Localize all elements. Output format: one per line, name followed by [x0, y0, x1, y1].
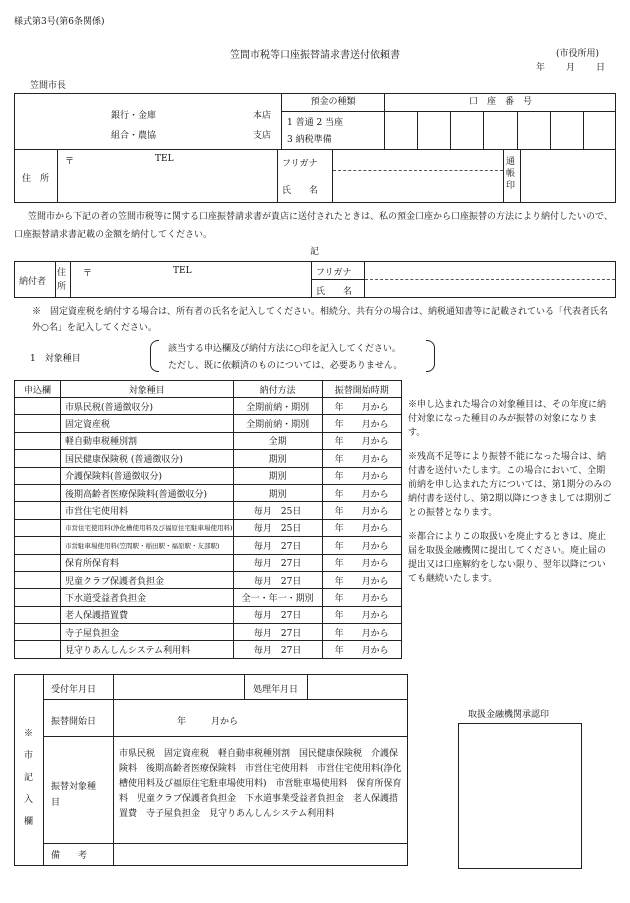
- apply-cell[interactable]: [15, 398, 61, 415]
- start-year: 年: [334, 454, 344, 465]
- payer-label: 納付者: [19, 277, 47, 287]
- apply-cell[interactable]: [15, 484, 61, 501]
- start-time[interactable]: [322, 589, 401, 606]
- target-text: 市県民税 固定資産税 軽自動車税種別割 国民健康保険税 介護保険料 後期高齢者医療保険料 市営住宅使用料 市営住宅使用料(浄化槽使用料及び福原住宅駐車場使用料) 市営駐車場使用料 保育所保育料 児童クラブ保護者負担金 下水道事業受益者負担金 老人保護措置費 寺子屋負担金 見守りあんしんシステム利用料: [119, 749, 402, 819]
- date-month: 月: [566, 63, 576, 73]
- start-time[interactable]: [322, 415, 401, 432]
- bank-label: 銀行・金庫: [111, 111, 157, 121]
- passbook-seal-box[interactable]: [521, 150, 616, 202]
- start-month: 月から: [361, 507, 389, 518]
- start-time[interactable]: [322, 450, 401, 467]
- start-month: 月から: [361, 541, 389, 552]
- apply-cell[interactable]: [15, 432, 61, 449]
- start-year: 年: [334, 541, 344, 552]
- start-time[interactable]: [322, 641, 401, 658]
- col-item: 対象種目: [61, 381, 234, 398]
- payment-method[interactable]: 毎月 27日: [233, 537, 322, 554]
- payment-method[interactable]: 毎月 27日: [233, 624, 322, 641]
- payer-furigana-label: フリガナ: [316, 268, 352, 278]
- remarks-input[interactable]: [114, 844, 407, 865]
- item-name: 市営住宅使用料(浄化槽使用料及び福原住宅駐車場使用料): [61, 519, 234, 536]
- start-year: 年: [334, 472, 344, 483]
- start-time[interactable]: [322, 467, 401, 484]
- apply-cell[interactable]: [15, 571, 61, 588]
- table-row: [15, 624, 402, 641]
- ki-label: 記: [310, 247, 320, 257]
- start-month: 月から: [361, 420, 389, 431]
- start-month: 月から: [361, 611, 389, 622]
- payer-tel: TEL: [173, 266, 192, 276]
- address-label: 住 所: [22, 174, 50, 184]
- start-time[interactable]: [322, 537, 401, 554]
- apply-cell[interactable]: [15, 519, 61, 536]
- account-number-cells[interactable]: [385, 112, 616, 150]
- start-time[interactable]: [322, 398, 401, 415]
- start-time[interactable]: [322, 554, 401, 571]
- table-row: [15, 537, 402, 554]
- payment-method[interactable]: 毎月 27日: [233, 606, 322, 623]
- item-name: 国民健康保険税 (普通徴収分): [61, 450, 234, 467]
- note-1: ※申し込まれた場合の対象種目は、その年度に納付対象になった種目のみが振替の対象になります。: [408, 400, 607, 438]
- postal-mark: 〒: [65, 157, 75, 167]
- tel-label: TEL: [155, 154, 174, 164]
- union-label: 組合・農協: [111, 131, 157, 141]
- start-month: 月から: [361, 437, 389, 448]
- start-date-label: 振替開始日: [51, 717, 97, 727]
- col-method: 納付方法: [233, 381, 322, 398]
- approval-seal-box[interactable]: [458, 723, 582, 869]
- apply-cell[interactable]: [15, 502, 61, 519]
- request-text: 笠間市から下記の者の笠間市税等に関する口座振替請求書が貴店に送付されたときは、私の預金口座から口座振替の方法により納付したいので、口座振替請求書記載の金額を納付してください。: [14, 212, 613, 240]
- city-entry-box: [14, 674, 408, 866]
- start-month: 月から: [361, 593, 389, 604]
- start-month: 月から: [361, 524, 389, 535]
- payment-method[interactable]: 全期: [233, 432, 322, 449]
- table-row: [15, 554, 402, 571]
- payer-address-input[interactable]: [71, 262, 311, 297]
- item-name: 下水道受益者負担金: [61, 589, 234, 606]
- start-year: 年: [334, 507, 344, 518]
- remarks-label: 備 考: [51, 851, 88, 861]
- office-use-label: (市役所用): [556, 49, 600, 59]
- deposit-type-label: 預金の種類: [282, 94, 384, 112]
- deposit-option-1[interactable]: 1 普通 2 当座: [287, 118, 344, 128]
- approval-label: 取扱金融機関承認印: [468, 710, 550, 720]
- table-row: [15, 398, 402, 415]
- start-date-month: 月から: [211, 717, 239, 727]
- branch-label: 支店: [253, 131, 272, 141]
- applicant-box: [14, 149, 616, 203]
- furigana-label: フリガナ: [282, 159, 318, 169]
- brace-line-2: ただし、既に依頼済のものについては、必要ありません。: [168, 361, 403, 371]
- item-name: 介護保険料(普通徴収分): [61, 467, 234, 484]
- start-year: 年: [334, 628, 344, 639]
- item-name: 保育所保育料: [61, 554, 234, 571]
- start-month: 月から: [361, 402, 389, 413]
- start-time[interactable]: [322, 432, 401, 449]
- form-number: 様式第3号(第6条関係): [14, 17, 105, 27]
- note-2: ※残高不足等により振替不能になった場合は、納付書を送付いたします。この場合において、全期前納を申し込まれた方については、第1期分のみの納付書を送付し、第2期以降につきましては期別ごとの振替となります。: [408, 452, 612, 518]
- start-year: 年: [334, 437, 344, 448]
- start-month: 月から: [361, 646, 389, 657]
- bank-box: [14, 93, 616, 150]
- start-time[interactable]: [322, 624, 401, 641]
- col-apply: 申込欄: [15, 381, 61, 398]
- date-day: 日: [596, 63, 606, 73]
- item-name: 児童クラブ保護者負担金: [61, 571, 234, 588]
- payment-method[interactable]: 全期前納・期別: [233, 398, 322, 415]
- processed-date-label: 処理年月日: [253, 685, 299, 695]
- table-row: [15, 467, 402, 484]
- table-row: [15, 641, 402, 658]
- table-row: [15, 450, 402, 467]
- start-time[interactable]: [322, 519, 401, 536]
- start-year: 年: [334, 402, 344, 413]
- name-label: 氏 名: [282, 186, 319, 196]
- payer-box: [14, 261, 616, 298]
- payment-method[interactable]: 全一・年一・期別: [233, 589, 322, 606]
- payment-method[interactable]: 期別: [233, 467, 322, 484]
- item-name: 後期高齢者医療保険料(普通徴収分): [61, 484, 234, 501]
- table-row: [15, 519, 402, 536]
- item-name: 寺子屋負担金: [61, 624, 234, 641]
- table-row: [15, 432, 402, 449]
- received-date-input[interactable]: [114, 675, 245, 700]
- table-row: [15, 415, 402, 432]
- account-number-label: 口 座 番 号: [385, 94, 616, 112]
- apply-cell[interactable]: [15, 467, 61, 484]
- payment-method[interactable]: 毎月 27日: [233, 641, 322, 658]
- city-side-label: ※市記入欄: [23, 729, 33, 827]
- payment-method[interactable]: 全期前納・期別: [233, 415, 322, 432]
- start-year: 年: [334, 559, 344, 570]
- apply-cell[interactable]: [15, 537, 61, 554]
- start-year: 年: [334, 611, 344, 622]
- deposit-option-2[interactable]: 3 納税準備: [287, 135, 332, 145]
- start-month: 月から: [361, 628, 389, 639]
- item-name: 軽自動車税種別割: [61, 432, 234, 449]
- start-month: 月から: [361, 489, 389, 500]
- item-name: 老人保護措置費: [61, 606, 234, 623]
- table-row: [15, 571, 402, 588]
- item-name: 見守りあんしんシステム利用料: [61, 641, 234, 658]
- table-row: [15, 484, 402, 501]
- apply-cell[interactable]: [15, 606, 61, 623]
- note-3: ※都合によりこの取扱いを廃止するときは、廃止届を取扱金融機関に提出してください。廃止届の提出又は口座解約をしない限り、翌年以降についても継続いたします。: [408, 532, 607, 584]
- received-date-label: 受付年月日: [51, 685, 97, 695]
- passbook-seal-label: 通帳印: [506, 157, 516, 191]
- start-year: 年: [334, 420, 344, 431]
- start-year: 年: [334, 524, 344, 535]
- apply-cell[interactable]: [15, 415, 61, 432]
- table-row: [15, 589, 402, 606]
- start-month: 月から: [361, 454, 389, 465]
- item-name: 市営駐車場使用料(笠間駅・稲田駅・福原駅・友部駅): [61, 537, 234, 554]
- addressee: 笠間市長: [30, 81, 67, 91]
- notes-block: [408, 398, 614, 596]
- payment-method[interactable]: 毎月 27日: [233, 571, 322, 588]
- start-time[interactable]: [322, 571, 401, 588]
- processed-date-input[interactable]: [308, 675, 407, 700]
- brace-line-1: 該当する申込欄及び納付方法に○印を記入してください。: [168, 344, 401, 354]
- start-date-year: 年: [177, 717, 187, 727]
- target-label: 振替対象種 目: [51, 782, 115, 808]
- apply-cell[interactable]: [15, 450, 61, 467]
- start-time[interactable]: [322, 484, 401, 501]
- date-year: 年: [536, 63, 546, 73]
- apply-cell[interactable]: [15, 554, 61, 571]
- payer-name-input[interactable]: [365, 262, 615, 297]
- item-name: 固定資産税: [61, 415, 234, 432]
- table-row: [15, 502, 402, 519]
- payer-name-label: 氏 名: [316, 287, 353, 297]
- start-time[interactable]: [322, 606, 401, 623]
- asset-note: ※ 固定資産税を納付する場合は、所有者の氏名を記入してください。相続分、共有分の場合は、納税通知書等に記載されている「代表者氏名外○名」を記入してください。: [32, 307, 609, 333]
- start-month: 月から: [361, 472, 389, 483]
- payment-method[interactable]: 毎月 25日: [233, 502, 322, 519]
- start-month: 月から: [361, 576, 389, 587]
- start-year: 年: [334, 646, 344, 657]
- col-start: 振替開始時期: [322, 381, 401, 398]
- section-1-label: 1 対象種目: [30, 354, 81, 364]
- payment-method[interactable]: 期別: [233, 484, 322, 501]
- payment-method[interactable]: 毎月 25日: [233, 519, 322, 536]
- apply-cell[interactable]: [15, 641, 61, 658]
- name-input[interactable]: [332, 150, 502, 202]
- start-year: 年: [334, 576, 344, 587]
- apply-cell[interactable]: [15, 624, 61, 641]
- start-year: 年: [334, 489, 344, 500]
- items-table: [14, 380, 402, 659]
- payment-method[interactable]: 毎月 27日: [233, 554, 322, 571]
- payer-postal: 〒: [83, 269, 93, 279]
- start-month: 月から: [361, 559, 389, 570]
- start-year: 年: [334, 593, 344, 604]
- payment-method[interactable]: 期別: [233, 450, 322, 467]
- payer-address-label: 住所: [57, 268, 67, 292]
- head-office-label: 本店: [253, 111, 272, 121]
- item-name: 市県民税(普通徴収分): [61, 398, 234, 415]
- item-name: 市営住宅使用料: [61, 502, 234, 519]
- apply-cell[interactable]: [15, 589, 61, 606]
- page-title: 笠間市税等口座振替請求書送付依頼書: [230, 50, 400, 61]
- table-row: [15, 606, 402, 623]
- start-time[interactable]: [322, 502, 401, 519]
